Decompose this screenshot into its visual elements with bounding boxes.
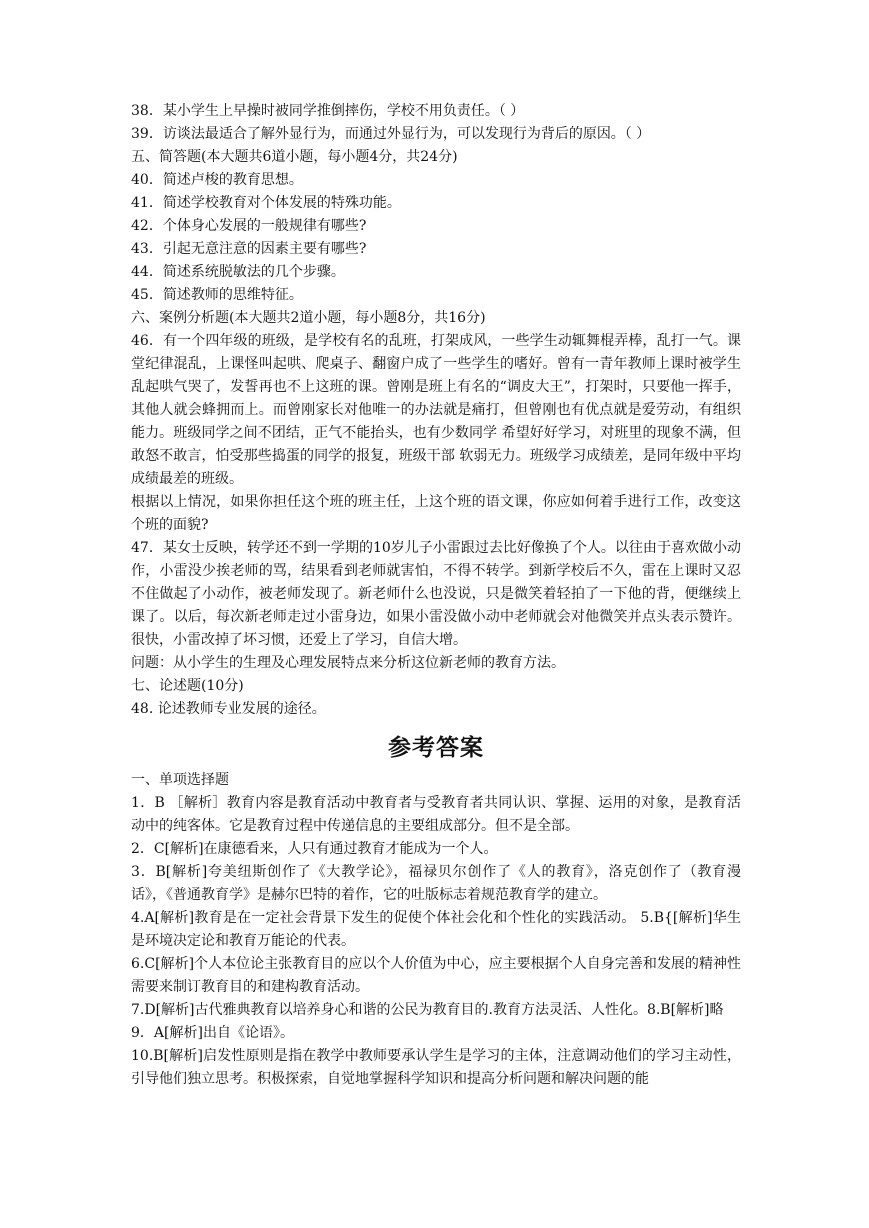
question-38: 38．某小学生上早操时被同学推倒摔伤，学校不用负责任。（ ）	[131, 103, 525, 119]
answer-6: 6.C[解析]个人本位论主张教育目的应以个人价值为中心，应主要根据个人自身完善和发展的精神性需要来制订教育目的和建构教育活动。	[131, 956, 741, 995]
answer-2: 2．C[解析]在康德看来，人只有通过教育才能成为一个人。	[131, 841, 498, 857]
question-45: 45．简述教师的思维特征。	[131, 287, 303, 303]
answer-3: 3．B[解析]夸美纽斯创作了《大教学论》，福禄贝尔创作了《人的教育》，洛克创作了（教育漫话》，《普通教育学》是赫尔巴特的着作，它的吐版标志着规范教育学的建立。	[131, 864, 741, 903]
question-48: 48. 论述教师专业发展的途径。	[131, 701, 326, 717]
question-42: 42．个体身心发展的一般规律有哪些?	[131, 218, 367, 234]
question-43: 43．引起无意注意的因素主要有哪些?	[131, 241, 367, 257]
question-39: 39．访谈法最适合了解外显行为，而通过外显行为，可以发现行为背后的原因。（ ）	[131, 126, 651, 142]
section-heading-case-analysis: 六、案例分析题(本大题共2道小题，每小题8分，共16分)	[131, 310, 486, 326]
answer-1: 1．B ［解析］教育内容是教育活动中教育者与受教育者共同认识、掌握、运用的对象，是教育活动中的纯客体。它是教育过程中传递信息的主要组成部分。但不是全部。	[131, 795, 741, 834]
question-46-task: 根据以上情况，如果你担任这个班的班主任，上这个班的语文课，你应如何着手进行工作，改变这个班的面貌?	[131, 494, 741, 533]
section-heading-short-answer: 五、简答题(本大题共6道小题，每小题4分，共24分)	[131, 149, 458, 165]
question-41: 41．简述学校教育对个体发展的特殊功能。	[131, 195, 401, 211]
question-40: 40．简述卢梭的教育思想。	[131, 172, 303, 188]
answer-9: 9．A[解析]出自《论语》。	[131, 1025, 294, 1041]
question-47: 47．某女士反映，转学还不到一学期的10岁儿子小雷跟过去比好像换了个人。以往由于喜欢做小动作，小雷没少挨老师的骂，结果看到老师就害怕，不得不转学。到新学校后不久，雷在上课时又忍不住做起了小动作，被老师发现了。新老师什么也没说，只是微笑着轻拍了一下他的背，便继续上课了。以后，每次新老师走过小雷身边，如果小雷没做小动中老师就会对他微笑并点头表示赞许。很快，小雷改掉了坏习惯，还爱上了学习，自信大增。	[131, 540, 741, 648]
answer-7-8: 7.D[解析]古代雅典教育以培养身心和谐的公民为教育目的.教育方法灵活、人性化。8.B[解析]略	[131, 1002, 724, 1018]
question-46: 46．有一个四年级的班级，是学校有名的乱班，打架成风，一些学生动辄舞棍弄棒，乱打一气。课堂纪律混乱，上课怪叫起哄、爬桌子、翻窗户成了一些学生的嗜好。曾有一青年教师上课时被学生乱起哄气哭了，发誓再也不上这班的课。曾刚是班上有名的“调皮大王”，打架时，只要他一挥手，其他人就会蜂拥而上。而曾刚家长对他唯一的办法就是痛打，但曾刚也有优点就是爱劳动，有组织能力。班级同学之间不团结，正气不能抬头，也有少数同学 希望好好学习，对班里的现象不满，但敢怒不敢言，怕受那些捣蛋的同学的报复，班级干部 软弱无力。班级学习成绩差，是同年级中平均成绩最差的班级。	[131, 333, 741, 487]
answer-section-heading: 一、单项选择题	[131, 772, 229, 788]
answer-4-5: 4.A[解析]教育是在一定社会背景下发生的促使个体社会化和个性化的实践活动。 5.B{[解析]华生是环境决定论和教育万能论的代表。	[131, 910, 741, 949]
answer-key-title: 参考答案	[388, 735, 484, 761]
section-heading-essay: 七、论述题(10分)	[131, 678, 244, 694]
answer-10: 10.B[解析]启发性原则是指在教学中教师要承认学生是学习的主体，注意调动他们的学习主动性，引导他们独立思考。积极探索，自觉地掌握科学知识和提高分析问题和解决问题的能	[131, 1048, 741, 1087]
question-47-task: 问题：从小学生的生理及心理发展特点来分析这位新老师的教育方法。	[131, 655, 565, 671]
document-page	[131, 100, 741, 1091]
question-44: 44．简述系统脱敏法的几个步骤。	[131, 264, 345, 280]
